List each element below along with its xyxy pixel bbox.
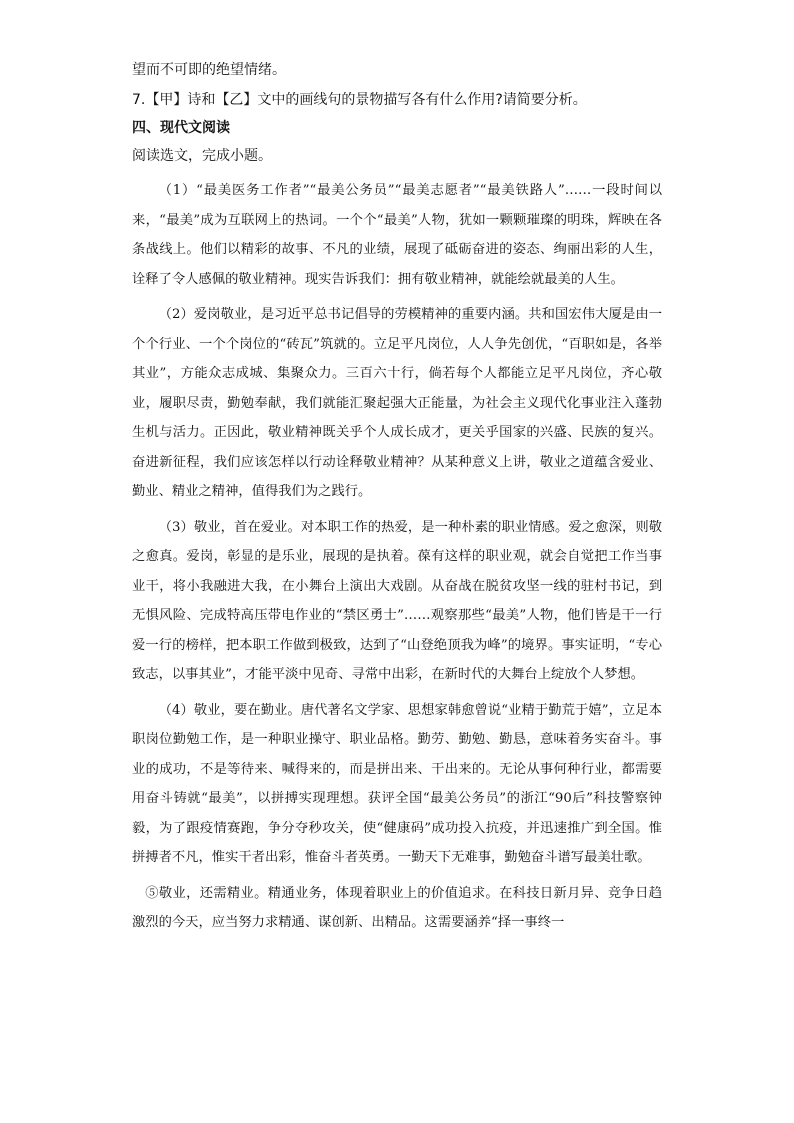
section-heading: 四、现代文阅读 (132, 120, 230, 136)
reading-instruction: 阅读选文，完成小题。 (132, 148, 272, 164)
paragraph-3: （3）敬业，首在爱业。对本职工作的热爱，是一种朴素的职业情感。爱之愈深，则敬之愈真。爱岗，彰显的是乐业，展现的是执着。葆有这样的职业观，就会自觉把工作当事业干，将小我融进大我，在小舞台上演出大戏剧。从奋战在脱贫攻坚一线的驻村书记，到无惧风险、完成特高压带电作业的“禁区勇士”……观察那些“最美”人物，他们皆是干一行爱一行的榜样，把本职工作做到极致，达到了“山登绝顶我为峰”的境界。事实证明，“专心致志，以事其业”，才能平淡中见奇、寻常中出彩，在新时代的大舞台上绽放个人梦想。 (132, 519, 662, 682)
document-page (132, 60, 662, 938)
paragraph-5: ⑤敬业，还需精业。精通业务，体现着职业上的价值追求。在科技日新月异、竞争日趋激烈的今天，应当努力求精通、谋创新、出精品。这需要涵养“择一事终一 (132, 885, 662, 930)
paragraph-1: （1）“最美医务工作者”“最美公务员”“最美志愿者”“最美铁路人”……一段时间以来，“最美”成为互联网上的热词。一个个“最美”人物，犹如一颗颗璀璨的明珠，辉映在各条战线上。他们以精彩的故事、不凡的业绩，展现了砥砺奋进的姿态、绚丽出彩的人生，诠释了令人感佩的敬业精神。现实告诉我们：拥有敬业精神，就能绘就最美的人生。 (132, 183, 662, 287)
paragraph-4: （4）敬业，要在勤业。唐代著名文学家、思想家韩愈曾说“业精于勤荒于嬉”，立足本职岗位勤勉工作，是一种职业操守、职业品格。勤劳、勤勉、勤恳，意味着务实奋斗。事业的成功，不是等待来、喊得来的，而是拼出来、干出来的。无论从事何种行业，都需要用奋斗铸就“最美”，以拼搏实现理想。获评全国“最美公务员”的浙江“90后”科技警察钟毅，为了跟疫情赛跑，争分夺秒攻关，使“健康码”成功投入抗疫，并迅速推广到全国。惟拼搏者不凡，惟实干者出彩，惟奋斗者英勇。一勤天下无难事，勤勉奋斗谱写最美壮歌。 (132, 702, 662, 865)
question-7: 7.【甲】诗和【乙】文中的画线句的景物描写各有什么作用?请简要分析。 (132, 92, 587, 108)
intro-tail-line: 望而不可即的绝望情绪。 (132, 62, 286, 78)
paragraph-2: （2）爱岗敬业，是习近平总书记倡导的劳模精神的重要内涵。共和国宏伟大厦是由一个个行业、一个个岗位的“砖瓦”筑就的。立足平凡岗位，人人争先创优，“百职如是，各举其业”，方能众志成城、集聚众力。三百六十行，倘若每个人都能立足平凡岗位，齐心敬业，履职尽责，勤勉奉献，我们就能汇聚起强大正能量，为社会主义现代化事业注入蓬勃生机与活力。正因此，敬业精神既关乎个人成长成才，更关乎国家的兴盛、民族的复兴。奋进新征程，我们应该怎样以行动诠释敬业精神？从某种意义上讲，敬业之道蕴含爱业、勤业、精业之精神，值得我们为之践行。 (132, 307, 662, 499)
